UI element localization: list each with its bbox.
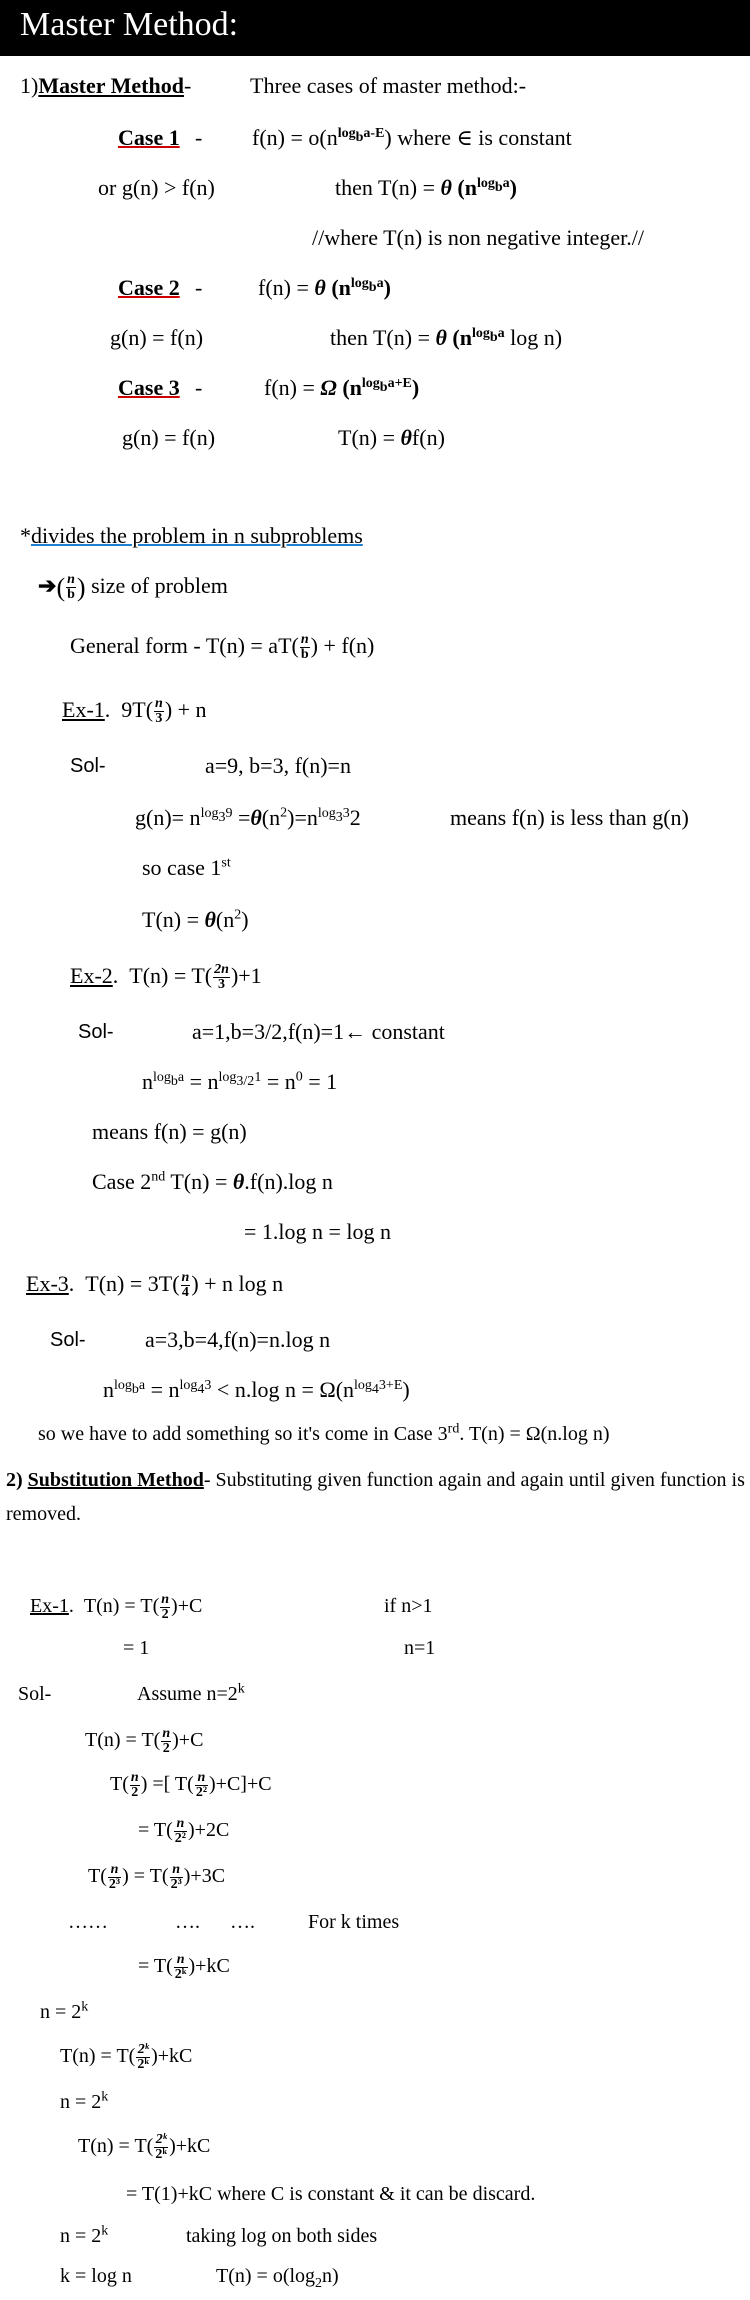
case3-formula: f(n) = Ω $(n^{log_ba+E})$ bbox=[264, 375, 420, 400]
ex1-means: means f(n) is less than g(n) bbox=[450, 805, 689, 830]
condition-1: if n>1 bbox=[384, 1595, 433, 1617]
k-equals-log: k = log n bbox=[60, 2265, 132, 2287]
dash: - bbox=[195, 125, 203, 150]
base-case: = 1 bbox=[123, 1637, 150, 1659]
sub-line-7: T(n) = T( $\frac{\text{2ᵏ}}{\text{2ᵏ}}$ )+kC bbox=[78, 2131, 211, 2162]
case2-formula: f(n) = θ $(n^{log_ba})$ bbox=[258, 275, 391, 300]
ex1-values: a=9, b=3, f(n)=n bbox=[205, 753, 351, 778]
dots: …. bbox=[175, 1911, 200, 1933]
sub-line-2: T( $\frac{n}{2}$ ) =[ T( $\frac{n}{\text{2²}}$ )+C]+C bbox=[110, 1769, 272, 1800]
n-equals: $n = 2^k$ bbox=[40, 1999, 89, 2023]
condition-2: n=1 bbox=[404, 1637, 436, 1659]
case1-condition: or g(n) > f(n) bbox=[98, 175, 215, 200]
case1-label: Case 1 bbox=[118, 125, 180, 150]
dots: …. bbox=[230, 1911, 255, 1933]
case3-label: Case 3 bbox=[118, 375, 180, 400]
final-result: $T(n) = o(\log_2n)$ bbox=[216, 2265, 339, 2291]
general-form: General form - T(n) = aT( $\frac{n}{b}$ ) + f(n) bbox=[70, 632, 375, 663]
page-header bbox=[0, 0, 750, 56]
size-line: ➔( $\frac{n}{b}$ ) size of problem bbox=[38, 572, 228, 603]
sub-line-1: T(n) = T( $\frac{n}{2}$ )+C bbox=[85, 1725, 204, 1756]
ex1-heading: Ex-1. 9T( $\frac{n}{3}$ ) + n bbox=[62, 696, 207, 727]
sub-line-4: T( $\frac{n}{\text{2³}}$ ) = T( $\frac{n}{\text{2³}}$ )+3C bbox=[88, 1861, 226, 1892]
case1-result: then T(n) = θ $(n^{log_ba})$ bbox=[335, 175, 517, 200]
divides-note: *divides the problem in n subproblems bbox=[20, 523, 363, 548]
case3-result: T(n) = θf(n) bbox=[338, 425, 445, 450]
ex2-values: a=1,b=3/2,f(n)=1← constant bbox=[192, 1019, 445, 1044]
sub-line-8: = T(1)+kC where C is constant & it can be discard. bbox=[126, 2183, 536, 2205]
page-title: Master Method: bbox=[20, 6, 239, 43]
dash: - bbox=[183, 73, 192, 98]
dash: - bbox=[195, 275, 203, 300]
ex3-nlog: $n^{log_ba} = n^{log_43} < n.\log$ $n = \Omega(n^{log_43+E})$ bbox=[103, 1377, 410, 1402]
ex3-conclusion: so we have to add something so it's come in Case 3rd. T(n) = Ω(n.log n) bbox=[38, 1421, 610, 1445]
ex3-values: a=3,b=4,f(n)=n.log n bbox=[145, 1327, 331, 1352]
n-equals: $n = 2^k$ bbox=[60, 2089, 109, 2113]
case2-label: Case 2 bbox=[118, 275, 180, 300]
section2-heading: 2) Substitution Method- Substituting given function again and again until given function is bbox=[6, 1469, 745, 1491]
ex2-case: Case 2nd T(n) = θ.f(n).log n bbox=[92, 1169, 333, 1194]
sub-line-5: = T( $\frac{n}{\text{2ᵏ}}$ )+kC bbox=[138, 1951, 230, 1982]
section2-text: removed. bbox=[6, 1503, 81, 1525]
case1-formula: $f(n) = o(n^{log_ba-E})$ where ∈ is constant bbox=[252, 125, 572, 150]
ex1-sol: Sol- bbox=[70, 755, 106, 777]
sub-ex1-heading: Ex-1. T(n) = T( $\frac{n}{2}$ )+C bbox=[30, 1591, 203, 1622]
sub-sol: Sol- bbox=[18, 1683, 52, 1705]
section-number: 1) bbox=[20, 73, 39, 98]
case2-result: then T(n) = θ ($n^{log_ba}$ log n) bbox=[330, 325, 563, 350]
ex2-result: = 1.log n = log n bbox=[244, 1219, 392, 1244]
section1-heading bbox=[20, 72, 191, 100]
assume: Assume $n=2^k$ bbox=[137, 1681, 245, 1705]
ex3-heading: Ex-3. T(n) = 3T( $\frac{n}{4}$ ) + n log n bbox=[26, 1270, 284, 1301]
ex2-sol: Sol- bbox=[78, 1021, 114, 1043]
dash: - bbox=[195, 375, 203, 400]
ex1-result: $T(n) = \theta(n^2)$ bbox=[142, 907, 249, 932]
ex1-g: $g(n)= n^{log_39} =\theta(n^2)=n^{log_33}2$ bbox=[135, 805, 361, 830]
for-k-times: For k times bbox=[308, 1911, 400, 1933]
case3-condition: g(n) = f(n) bbox=[122, 425, 216, 450]
dots: …… bbox=[68, 1911, 108, 1933]
ex3-sol: Sol- bbox=[50, 1329, 86, 1351]
case2-condition: g(n) = f(n) bbox=[110, 325, 204, 350]
ex2-nlog: $n^{log_ba} = n^{log_{3/2}1} = n^0 = 1$ bbox=[142, 1069, 338, 1094]
sub-line-3: = T( $\frac{n}{\text{2²}}$ )+2C bbox=[138, 1815, 230, 1846]
note: //where T(n) is non negative integer.// bbox=[312, 225, 644, 250]
taking-log: taking log on both sides bbox=[186, 2225, 378, 2247]
n-equals: $n = 2^k$ bbox=[60, 2223, 109, 2247]
sub-line-6: T(n) = T( $\frac{\text{2ᵏ}}{\text{2ᵏ}}$ )+kC bbox=[60, 2041, 193, 2072]
section-name: Master Method bbox=[38, 73, 184, 98]
section1-intro: Three cases of master method:- bbox=[250, 73, 527, 98]
ex1-case: so case 1st bbox=[142, 855, 231, 880]
ex2-heading: Ex-2. T(n) = T( $\frac{2n}{3}$ )+1 bbox=[70, 962, 262, 993]
ex2-means: means f(n) = g(n) bbox=[92, 1119, 247, 1144]
